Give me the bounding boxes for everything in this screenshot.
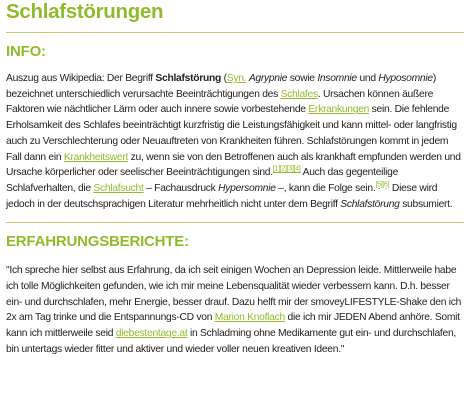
link-krankheitswert[interactable]: Krankheitswert [63,151,129,163]
text: "Ich spreche hier selbst aus Erfahrung, da ich seit einigen Wochen an Depression leide. Mittlerweile habe ich tolle Möglichkeiten gefunden, wie ich mir meine Lebensqualität wieder verbessern kann. D.h. besser ein- und durchschlafen, mehr Energie, besser drauf. Dazu helft mir der smoveyLIFESTYLE-Shake den ich 2x am Tag trinke und die Entspannungs-CD von [6,265,462,324]
text: ) bezeichnet unterschiedlich verursachte Beeinträchtigungen des [6,73,436,100]
info-paragraph [6,71,464,212]
text: zu, wenn sie von den Betroffenen auch als krankhaft empfunden werden und Ursache körperlicher oder seelischer Beeinträchtigungen sind. [6,151,461,179]
text: die ich mir JEDEN Abend anhöre. Somit kann ich mittlerweile seid [6,312,460,340]
reference-links[interactable]: [1][2][3][4] [272,165,301,173]
text: sowie [287,73,318,84]
report-quote [6,263,464,357]
text: in Schladming ohne Medikamente gut ein- und durchschlafen, bin untertags wieder fitter und aktiver und wieder voller neuen kreativen Ideen." [6,328,456,355]
page-title: Schlafstörungen [6,0,164,23]
text: und [356,73,379,84]
divider [6,222,464,223]
term-hyposomnie: Hyposomnie [378,73,433,84]
reference-links[interactable]: [5][6] [375,181,390,189]
info-heading: INFO: [6,43,46,60]
text: Auszug aus Wikipedia: Der Begriff [6,73,156,84]
text: . Ursachen können äußere Faktoren wie nächtlicher Lärm oder auch innere sowie vorbestehende [6,88,434,116]
term-hypersomnie: Hypersomnie [218,182,276,194]
text: ( [221,73,227,84]
text: Auch das gegenteilige Schlafverhalten, die [6,167,399,194]
link-diebestentage[interactable]: diebestentage.at [115,328,188,340]
reports-heading: ERFAHRUNGSBERICHTE: [6,233,189,251]
term-insomnie: Insomnie [317,73,357,84]
text: –, kann die Folge sein. [275,182,376,194]
term-schlafstoerung: Schlafstörung [155,73,221,84]
text: – Fachausdruck [143,182,219,194]
text: subsumiert. [399,198,453,210]
link-erkrankungen[interactable]: Erkrankungen [308,104,370,116]
text: sein. Die fehlende Erholsamkeit des Schlafes beeinträchtigt kurzfristig die Leistungsfähigkeit und kann mittel- oder langfristig auch zu Verschlechterung oder Neuauftreten von Krankheiten führen. Schlafstörungen kommt in jedem Fall dann ein [6,104,457,163]
divider [6,32,464,33]
term-agrypnie: Agrypnie [248,73,288,84]
link-marion-knoflach[interactable]: Marion Knoflach [214,312,285,324]
text: Diese wird jedoch in der deutschsprachigen Literatur mehrheitlich nicht unter dem Begriff [6,182,438,210]
term-schlafstoerung-italic: Schlafstörung [340,198,400,210]
link-schlafsucht[interactable]: Schlafsucht [93,182,144,194]
link-schlafes[interactable]: Schlafes [280,88,318,100]
link-syn[interactable]: Syn. [226,73,247,84]
